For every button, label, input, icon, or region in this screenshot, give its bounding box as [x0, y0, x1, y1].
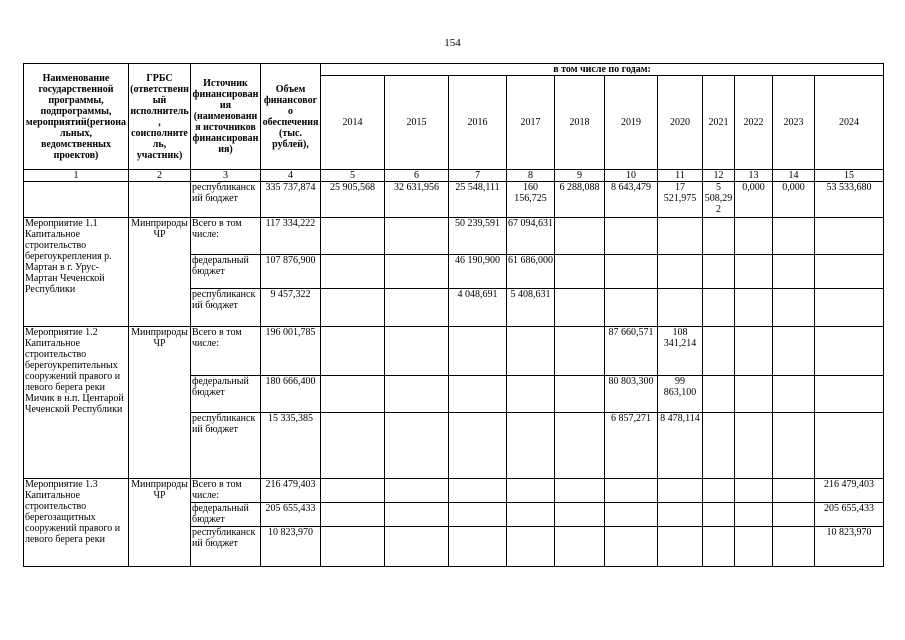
year-value-cell — [735, 289, 773, 327]
year-value-cell — [773, 479, 815, 503]
column-number: 1 — [24, 170, 129, 182]
column-number: 4 — [261, 170, 321, 182]
header-year: 2015 — [385, 76, 449, 170]
year-value-cell — [385, 327, 449, 376]
year-value-cell — [605, 218, 658, 255]
header-year: 2016 — [449, 76, 507, 170]
year-value-cell — [507, 527, 555, 567]
budget-table — [23, 63, 884, 567]
header-year: 2024 — [815, 76, 884, 170]
source-cell: Всего в том числе: — [191, 327, 261, 376]
column-number: 8 — [507, 170, 555, 182]
page-number: 154 — [444, 37, 461, 49]
grbs-cell: Минприроды ЧР — [129, 218, 191, 327]
year-value-cell — [449, 503, 507, 527]
year-value-cell: 10 823,970 — [815, 527, 884, 567]
year-value-cell — [385, 479, 449, 503]
year-value-cell — [773, 255, 815, 289]
grbs-cell: Минприроды ЧР — [129, 327, 191, 479]
empty-cell — [129, 182, 191, 218]
header-year: 2018 — [555, 76, 605, 170]
source-cell: Всего в том числе: — [191, 479, 261, 503]
header-year: 2021 — [703, 76, 735, 170]
year-value-cell — [773, 413, 815, 479]
year-value-cell: 160 156,725 — [507, 182, 555, 218]
source-cell: республиканский бюджет — [191, 182, 261, 218]
year-value-cell — [385, 218, 449, 255]
year-value-cell: 108 341,214 — [658, 327, 703, 376]
year-value-cell — [507, 479, 555, 503]
year-value-cell: 8 478,114 — [658, 413, 703, 479]
column-number: 11 — [658, 170, 703, 182]
year-value-cell — [703, 327, 735, 376]
year-value-cell — [815, 413, 884, 479]
year-value-cell — [773, 503, 815, 527]
total-cell: 107 876,900 — [261, 255, 321, 289]
year-value-cell — [658, 255, 703, 289]
total-cell: 10 823,970 — [261, 527, 321, 567]
year-value-cell — [735, 327, 773, 376]
year-value-cell — [658, 218, 703, 255]
column-number: 13 — [735, 170, 773, 182]
column-number: 7 — [449, 170, 507, 182]
year-value-cell — [449, 479, 507, 503]
total-cell: 205 655,433 — [261, 503, 321, 527]
year-value-cell — [321, 413, 385, 479]
year-value-cell: 25 548,111 — [449, 182, 507, 218]
year-value-cell — [815, 218, 884, 255]
year-value-cell — [321, 218, 385, 255]
year-value-cell: 61 686,000 — [507, 255, 555, 289]
year-value-cell — [605, 479, 658, 503]
year-value-cell — [703, 503, 735, 527]
year-value-cell — [321, 289, 385, 327]
column-number: 15 — [815, 170, 884, 182]
column-number: 9 — [555, 170, 605, 182]
table-row — [24, 182, 884, 218]
year-value-cell — [385, 289, 449, 327]
year-value-cell — [321, 376, 385, 413]
source-cell: Всего в том числе: — [191, 218, 261, 255]
year-value-cell: 216 479,403 — [815, 479, 884, 503]
year-value-cell — [321, 255, 385, 289]
header-year: 2014 — [321, 76, 385, 170]
year-value-cell — [703, 527, 735, 567]
year-value-cell: 53 533,680 — [815, 182, 884, 218]
year-value-cell — [658, 289, 703, 327]
year-value-cell — [658, 527, 703, 567]
grbs-cell: Минприроды ЧР — [129, 479, 191, 567]
year-value-cell — [605, 527, 658, 567]
year-value-cell — [507, 503, 555, 527]
year-value-cell — [449, 527, 507, 567]
header-year: 2020 — [658, 76, 703, 170]
year-value-cell: 25 905,568 — [321, 182, 385, 218]
source-cell: республиканский бюджет — [191, 413, 261, 479]
year-value-cell — [815, 289, 884, 327]
year-value-cell — [605, 289, 658, 327]
source-cell: федеральный бюджет — [191, 255, 261, 289]
column-number: 6 — [385, 170, 449, 182]
year-value-cell — [385, 527, 449, 567]
year-value-cell: 67 094,631 — [507, 218, 555, 255]
year-value-cell — [773, 376, 815, 413]
year-value-cell — [703, 413, 735, 479]
year-value-cell — [555, 289, 605, 327]
year-value-cell: 4 048,691 — [449, 289, 507, 327]
year-value-cell — [703, 289, 735, 327]
year-value-cell — [735, 527, 773, 567]
year-value-cell — [321, 527, 385, 567]
year-value-cell — [321, 327, 385, 376]
column-number: 14 — [773, 170, 815, 182]
column-number: 12 — [703, 170, 735, 182]
header-year: 2023 — [773, 76, 815, 170]
year-value-cell — [507, 327, 555, 376]
year-value-cell — [555, 527, 605, 567]
header-source: Источник финансирования (наименования источников финансирования) — [191, 64, 261, 170]
year-value-cell — [658, 479, 703, 503]
year-value-cell — [555, 503, 605, 527]
year-value-cell — [385, 255, 449, 289]
year-value-cell — [385, 413, 449, 479]
year-value-cell: 5 508,292 — [703, 182, 735, 218]
total-cell: 9 457,322 — [261, 289, 321, 327]
source-cell: республиканский бюджет — [191, 289, 261, 327]
year-value-cell — [735, 255, 773, 289]
column-number: 3 — [191, 170, 261, 182]
year-value-cell — [815, 255, 884, 289]
source-cell: республиканский бюджет — [191, 527, 261, 567]
header-year: 2022 — [735, 76, 773, 170]
year-value-cell — [605, 503, 658, 527]
column-number: 2 — [129, 170, 191, 182]
source-cell: федеральный бюджет — [191, 503, 261, 527]
year-value-cell: 205 655,433 — [815, 503, 884, 527]
year-value-cell — [703, 218, 735, 255]
header-year: 2019 — [605, 76, 658, 170]
year-value-cell — [555, 376, 605, 413]
year-value-cell — [815, 327, 884, 376]
year-value-cell — [449, 327, 507, 376]
year-value-cell — [321, 503, 385, 527]
total-cell: 180 666,400 — [261, 376, 321, 413]
year-value-cell: 6 288,088 — [555, 182, 605, 218]
measure-name: Мероприятие 1.3 Капитальное строительство берегозащитных сооружений правого и левого берега реки — [24, 479, 129, 567]
year-value-cell — [773, 218, 815, 255]
year-value-cell — [555, 413, 605, 479]
total-cell: 216 479,403 — [261, 479, 321, 503]
column-numbers-row — [24, 170, 884, 182]
year-value-cell: 80 803,300 — [605, 376, 658, 413]
year-value-cell — [385, 503, 449, 527]
header-name: Наименование государственной программы, подпрограммы, мероприятий(региональных, ведомственных проектов) — [24, 64, 129, 170]
year-value-cell — [555, 218, 605, 255]
year-value-cell — [735, 218, 773, 255]
table-row — [24, 479, 884, 503]
empty-cell — [24, 182, 129, 218]
year-value-cell — [507, 413, 555, 479]
year-value-cell — [773, 327, 815, 376]
year-value-cell: 50 239,591 — [449, 218, 507, 255]
column-number: 10 — [605, 170, 658, 182]
year-value-cell: 0,000 — [773, 182, 815, 218]
total-cell: 117 334,222 — [261, 218, 321, 255]
year-value-cell — [735, 413, 773, 479]
year-value-cell: 6 857,271 — [605, 413, 658, 479]
year-value-cell — [735, 376, 773, 413]
year-value-cell — [773, 289, 815, 327]
year-value-cell: 87 660,571 — [605, 327, 658, 376]
source-cell: федеральный бюджет — [191, 376, 261, 413]
year-value-cell: 0,000 — [735, 182, 773, 218]
table-row — [24, 327, 884, 376]
year-value-cell — [449, 413, 507, 479]
year-value-cell — [703, 479, 735, 503]
year-value-cell — [703, 255, 735, 289]
year-value-cell — [735, 479, 773, 503]
year-value-cell — [735, 503, 773, 527]
year-value-cell — [385, 376, 449, 413]
header-year: 2017 — [507, 76, 555, 170]
header-total: Объем финансового обеспечения (тыс. рублей), — [261, 64, 321, 170]
year-value-cell: 32 631,956 — [385, 182, 449, 218]
year-value-cell: 46 190,900 — [449, 255, 507, 289]
measure-name: Мероприятие 1.2 Капитальное строительство берегоукрепительных сооружений правого и левого берега реки Мичик в н.п. Центарой Чеченской Республики — [24, 327, 129, 479]
total-cell: 15 335,385 — [261, 413, 321, 479]
column-number: 5 — [321, 170, 385, 182]
year-value-cell — [773, 527, 815, 567]
year-value-cell: 99 863,100 — [658, 376, 703, 413]
year-value-cell — [815, 376, 884, 413]
year-value-cell — [555, 479, 605, 503]
header-years-group: в том числе по годам: — [321, 64, 884, 76]
total-cell: 335 737,874 — [261, 182, 321, 218]
year-value-cell — [449, 376, 507, 413]
year-value-cell — [703, 376, 735, 413]
year-value-cell — [321, 479, 385, 503]
year-value-cell — [555, 255, 605, 289]
year-value-cell: 5 408,631 — [507, 289, 555, 327]
year-value-cell — [658, 503, 703, 527]
measure-name: Мероприятие 1.1 Капитальное строительство берегоукрепления р. Мартан в г. Урус-Мартан Чеченской Республики — [24, 218, 129, 327]
header-grbs: ГРБС (ответственный исполнитель, соисполнитель, участник) — [129, 64, 191, 170]
year-value-cell: 8 643,479 — [605, 182, 658, 218]
year-value-cell — [605, 255, 658, 289]
year-value-cell: 17 521,975 — [658, 182, 703, 218]
total-cell: 196 001,785 — [261, 327, 321, 376]
table-row — [24, 218, 884, 255]
year-value-cell — [507, 376, 555, 413]
table-header — [24, 64, 884, 170]
year-value-cell — [555, 327, 605, 376]
